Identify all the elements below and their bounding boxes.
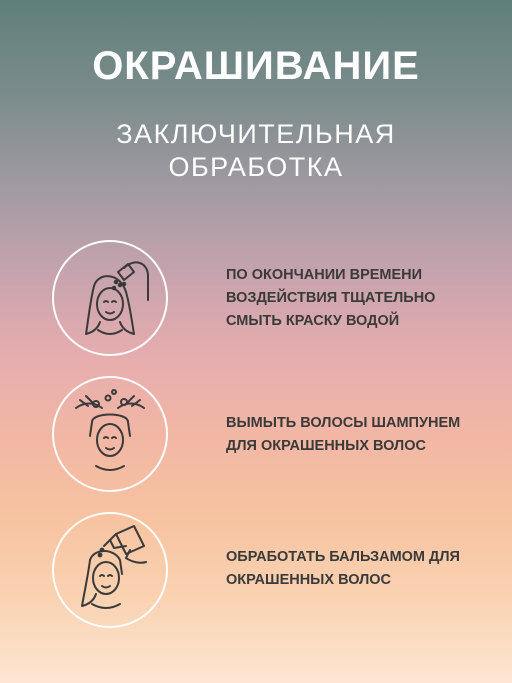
step-rinse-text: ПО ОКОНЧАНИИ ВРЕМЕНИ ВОЗДЕЙСТВИЯ ТЩАТЕЛЬНО СМЫТЬ КРАСКУ ВОДОЙ: [226, 267, 436, 329]
step-balm-text: ОБРАБОТАТЬ БАЛЬЗАМОМ ДЛЯ ОКРАШЕННЫХ ВОЛОС: [226, 549, 460, 588]
page-title: ОКРАШИВАНИЕ: [92, 44, 420, 88]
step-rinse-circle: [52, 240, 168, 356]
subtitle-line-2: ОБРАБОТКА: [168, 152, 344, 182]
subtitle-line-1: ЗАКЛЮЧИТЕЛЬНАЯ: [116, 119, 396, 149]
page-subtitle: [0, 118, 512, 184]
shampoo-wash-icon: [54, 378, 166, 490]
step-rinse: [52, 240, 492, 362]
step-balm: [52, 512, 492, 634]
balm-bottle-icon: [54, 514, 166, 626]
step-shampoo-text: ВЫМЫТЬ ВОЛОСЫ ШАМПУНЕМ ДЛЯ ОКРАШЕННЫХ ВОЛОС: [226, 415, 461, 454]
shower-rinse-icon: [54, 242, 166, 354]
step-shampoo-circle: [52, 376, 168, 492]
step-shampoo: [52, 376, 492, 498]
step-balm-circle: [52, 512, 168, 628]
